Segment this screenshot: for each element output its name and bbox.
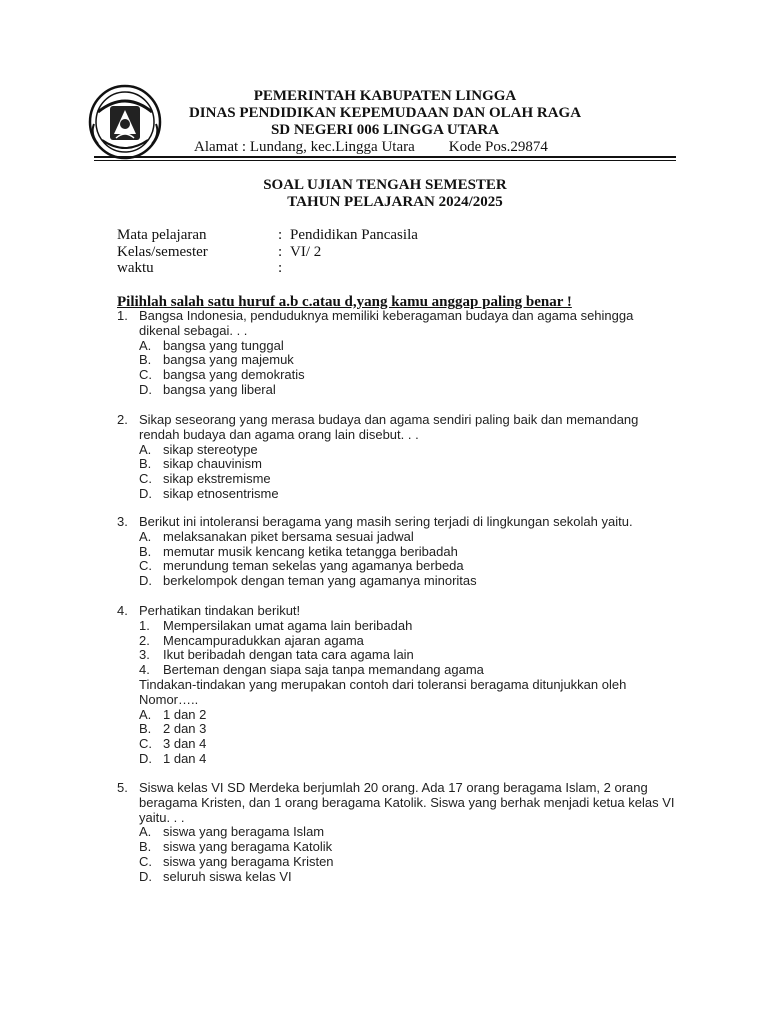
question-text: Perhatikan tindakan berikut! [139,603,301,618]
option-d: D. seluruh siswa kelas VI [139,868,292,884]
question-text: Bangsa Indonesia, penduduknya memiliki keberagaman budaya dan agama sehingga dikenal sebagai. . . [139,308,634,338]
header-address: Alamat : Lundang, kec.Lingga Utara [194,139,415,155]
instruction-text: Pilihlah salah satu huruf a.b c.atau d,yang kamu anggap paling benar ! [117,294,572,310]
info-time-label: waktu [117,260,154,276]
question-text: Berikut ini intoleransi beragama yang masih sering terjadi di lingkungan sekolah yaitu. [139,514,633,529]
option-d: D. sikap etnosentrisme [139,485,279,501]
option-c: C. siswa yang beragama Kristen [139,853,334,869]
option-d: D. berkelompok dengan teman yang agamanya minoritas [139,573,477,589]
statement-2: 2. Mencampuradukkan ajaran agama [139,632,364,648]
info-subject-value: Pendidikan Pancasila [290,227,418,243]
question-text: Siswa kelas VI SD Merdeka berjumlah 20 orang. Ada 17 orang beragama Islam, 2 orang beragama Kristen, dan 1 orang beragama Katolik. Siswa yang berhak menjadi ketua kelas VI yaitu. . . [139,780,675,825]
option-a: A. bangsa yang tunggal [139,337,284,353]
info-time-colon: : [278,260,283,276]
header-department-line: DINAS PENDIDIKAN KEPEMUDAAN DAN OLAH RAGA [188,105,582,121]
question-followup: Tindakan-tindakan yang merupakan contoh dari toleransi beragama ditunjukkan oleh Nomor….. [139,676,627,707]
question-5 [117,781,677,885]
info-subject-colon: : [278,227,283,243]
option-b: B. siswa yang beragama Katolik [139,839,333,855]
option-b: B. sikap chauvinism [139,456,262,472]
statement-1: 1. Mempersilakan umat agama lain beribadah [139,617,413,633]
question-4 [117,604,677,767]
option-d: D. bangsa yang liberal [139,381,276,397]
question-text: Sikap seseorang yang merasa budaya dan agama sendiri paling baik dan memandang rendah budaya dan agama orang lain disebut. . . [139,412,639,442]
header-postal-code: Kode Pos.29874 [448,139,548,155]
option-c: C. sikap ekstremisme [139,471,271,487]
exam-title: SOAL UJIAN TENGAH SEMESTER [263,177,507,193]
option-b: B. memutar musik kencang ketika tetangga beribadah [139,543,458,559]
option-c: C. bangsa yang demokratis [139,367,305,383]
question-number: 2. [117,412,128,427]
option-d: D. 1 dan 4 [139,750,207,766]
option-b: B. 2 dan 3 [139,721,207,737]
header-divider-thin [94,160,676,161]
question-number: 5. [117,780,128,795]
info-class-colon: : [278,244,283,260]
question-number: 1. [117,308,128,323]
header-divider-thick [94,156,676,158]
header-address-line [194,138,548,156]
option-a: A. melaksanakan piket bersama sesuai jadwal [139,528,414,544]
question-1 [117,309,677,398]
info-subject-label: Mata pelajaran [117,227,207,243]
info-class-label: Kelas/semester [117,244,208,260]
option-a: A. sikap stereotype [139,441,258,457]
header-government-line: PEMERINTAH KABUPATEN LINGGA [253,88,517,104]
statement-4: 4. Berteman dengan siapa saja tanpa memandang agama [139,662,484,678]
option-a: A. 1 dan 2 [139,706,207,722]
option-a: A. siswa yang beragama Islam [139,824,325,840]
statement-3: 3. Ikut beribadah dengan tata cara agama lain [139,647,414,663]
header-school-name: SD NEGERI 006 LINGGA UTARA [270,122,500,138]
regency-emblem-logo [88,84,162,160]
info-class-value: VI/ 2 [290,244,322,260]
question-2 [117,413,677,502]
question-3 [117,515,677,589]
exam-academic-year: TAHUN PELAJARAN 2024/2025 [287,194,503,210]
question-number: 4. [117,603,128,618]
option-c: C. merundung teman sekelas yang agamanya berbeda [139,558,464,574]
option-c: C. 3 dan 4 [139,736,207,752]
question-number: 3. [117,514,128,529]
option-b: B. bangsa yang majemuk [139,352,294,368]
